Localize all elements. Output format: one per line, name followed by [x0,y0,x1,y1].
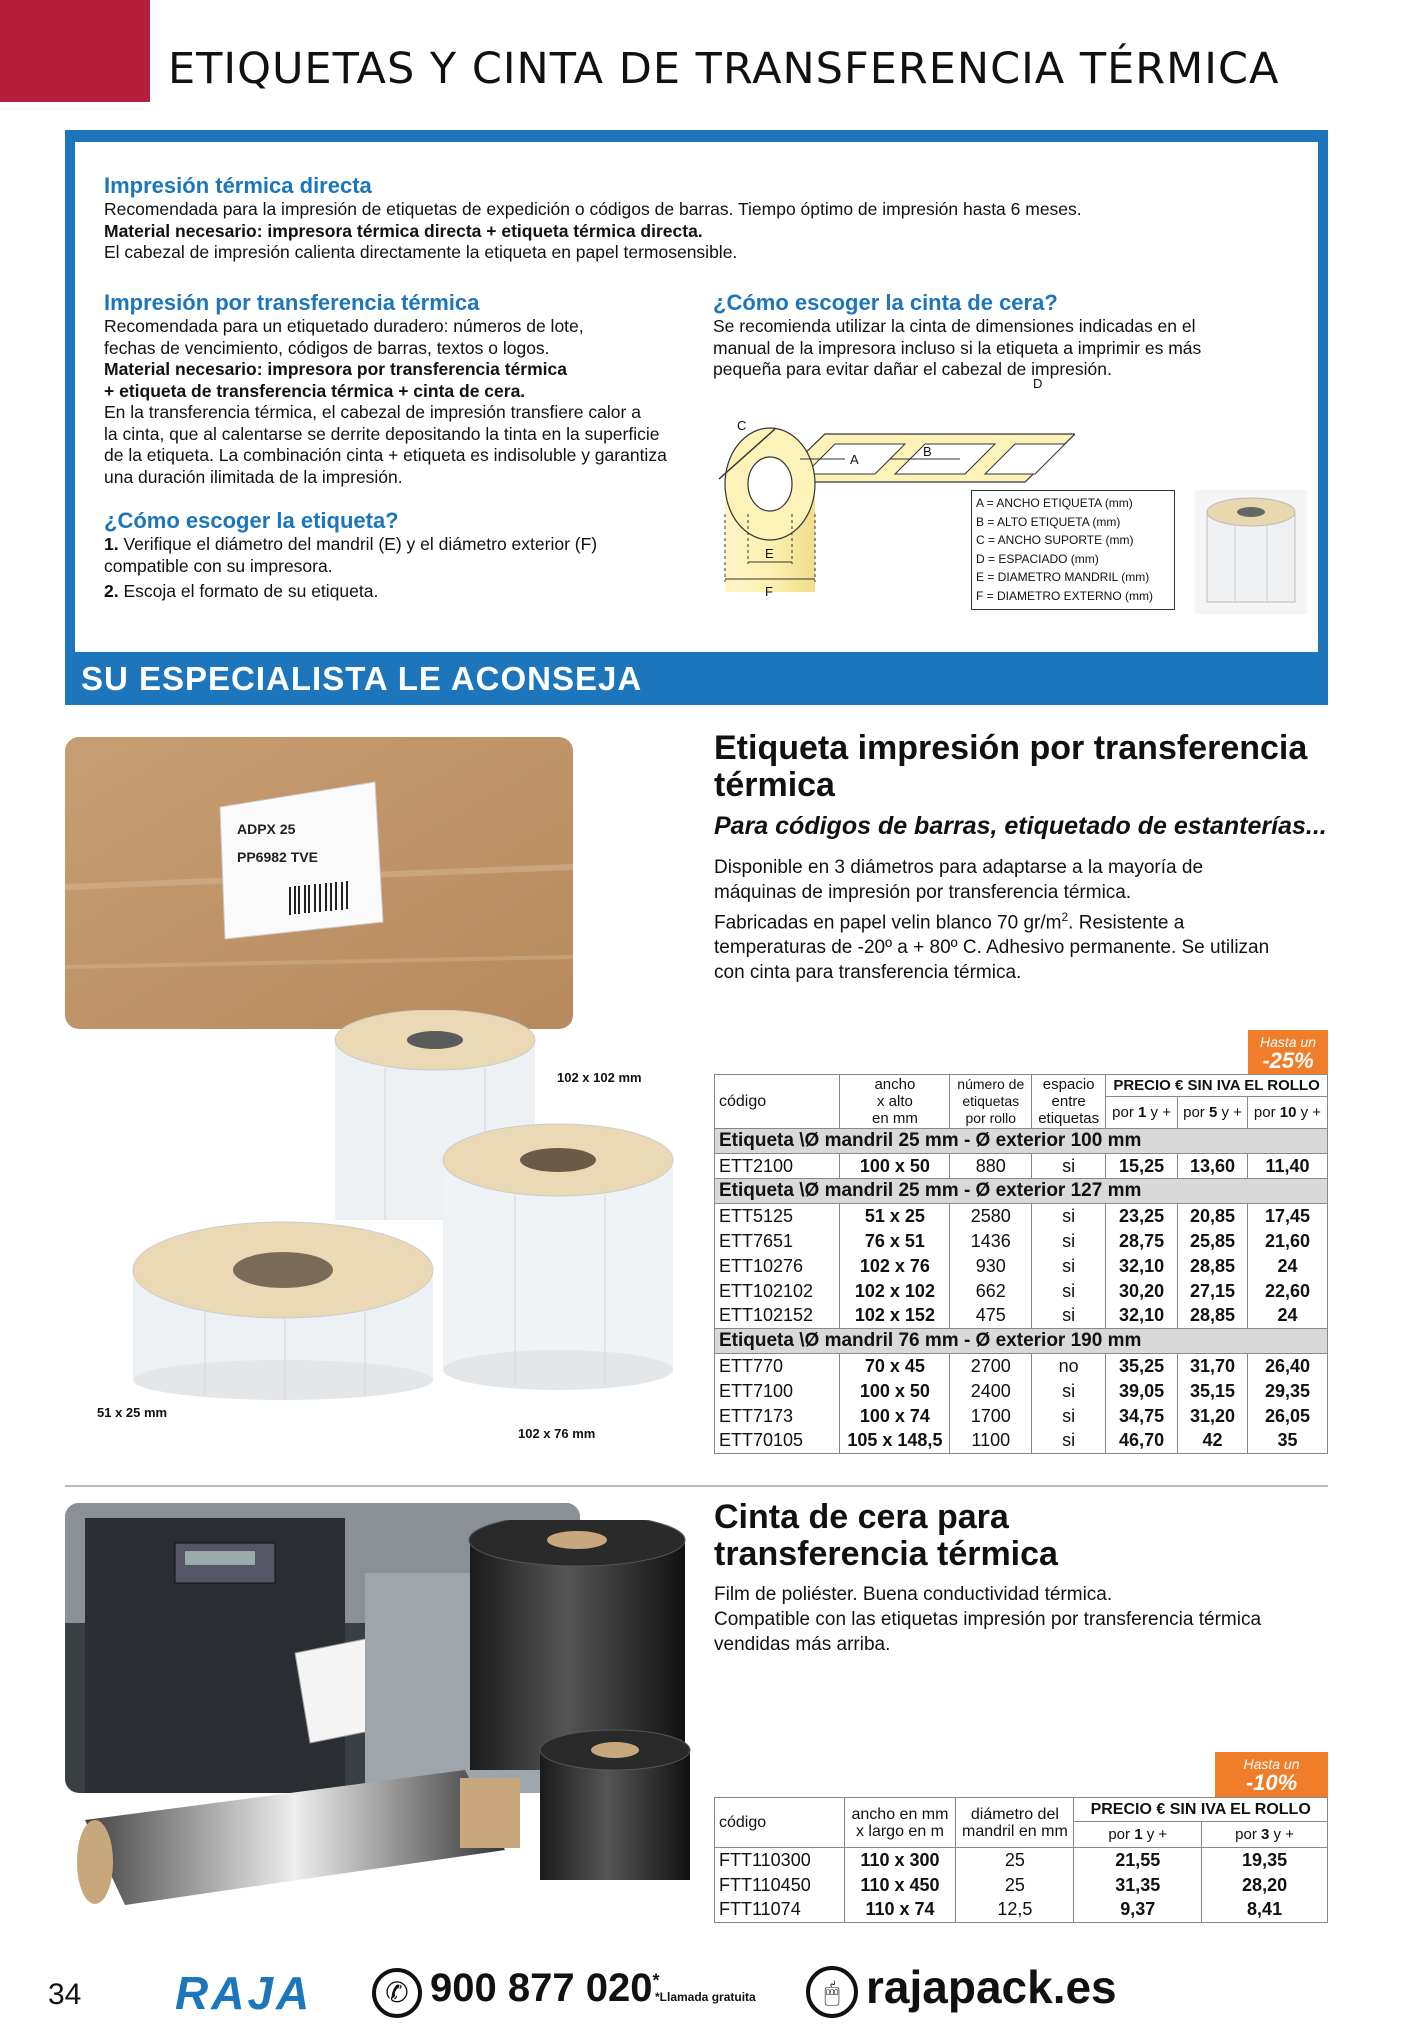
choose-ribbon-text-3: pequeña para evitar dañar el cabezal de impresión. [713,359,1112,379]
table-group-header: Etiqueta \Ø mandril 25 mm - Ø exterior 100 mm [715,1129,1328,1154]
thermal-transfer-text-7: de la etiqueta. La combinación cinta + etiqueta es indisoluble y garantiza [104,445,667,465]
product-1-subtitle: Para códigos de barras, etiquetado de estanterías... [714,812,1327,840]
choose-ribbon-heading: ¿Cómo escoger la cinta de cera? [713,290,1058,315]
phone-note: *Llamada gratuita [655,1990,756,2004]
product-2-description: Film de poliéster. Buena conductividad térmica. Compatible con las etiquetas impresión por transferencia térmica vendidas más arriba. [714,1584,1262,1655]
choose-label-step-1b: compatible con su impresora. [104,555,333,576]
table-row: FTT110300 110 x 300 25 21,55 19,35 [715,1848,1328,1873]
direct-thermal-section [104,173,1284,264]
diagram-letter-e: E [765,546,774,561]
direct-thermal-text-2: Material necesario: impresora térmica directa + etiqueta térmica directa. [104,220,703,241]
raja-logo: RAJA [175,1967,313,2019]
photo-label-text-1: ADPX 25 [237,821,296,837]
table-row: ETT770 70 x 45 2700 no 35,25 31,70 26,40 [715,1354,1328,1379]
table-row: ETT10276 102 x 76 930 si 32,10 28,85 24 [715,1254,1328,1279]
discount-badge-25: Hasta un -25% [1248,1030,1328,1074]
section-divider [65,1485,1328,1487]
photo-label-text-2: PP6982 TVE [237,849,318,865]
section-tab [0,0,150,102]
choose-label-heading: ¿Cómo escoger la etiqueta? [104,508,399,533]
caption-roll-102x76: 102 x 76 mm [518,1426,596,1441]
thermal-transfer-text-3: Material necesario: impresora por transferencia térmica [104,359,567,379]
table-row: FTT110450 110 x 450 25 31,35 28,20 [715,1873,1328,1898]
product-1-description: Disponible en 3 diámetros para adaptarse a la mayoría de máquinas de impresión por transferencia térmica. Fabricadas en papel velin blanco 70 $gr/m^2$. Resistente a temperaturas de -20º a + 80º C. Adhesivo permanente. Se utilizan con cinta para transferencia térmica. [714,857,1270,984]
choose-label-section [104,508,674,603]
thermal-transfer-text-5: En la transferencia térmica, el cabezal de impresión transfiere calor a [104,402,641,422]
website-link[interactable]: rajapack.es [866,1961,1117,2013]
diagram-letter-f: F [765,584,773,599]
page-footer [0,1950,1428,2040]
table-row: ETT7651 76 x 51 1436 si 28,75 25,85 21,60 [715,1229,1328,1254]
phone-icon: ✆ [372,1968,422,2018]
product-2-price-table: código ancho en mm x largo en m diámetro del mandril en mm PRECIO € SIN IVA EL ROLLO por 1 y + por 3 y + FTT110300 110 x 300 25 21,55 19,35 FTT110450 110 x 450 25 31,35 28,20 FTT11074 110 x 74 12,5 9,37 8,41 [714,1797,1328,1923]
diagram-letter-b: B [923,444,932,459]
diagram-letter-d: D [1033,376,1043,391]
mouse-icon: 🖱 [806,1966,858,2018]
legend-item: C = ANCHO SUPORTE (mm) [976,533,1134,547]
table-row: ETT2100 100 x 50 880 si 15,25 13,60 11,40 [715,1154,1328,1179]
direct-thermal-text-1: Recomendada para la impresión de etiquetas de expedición o códigos de barras. Tiempo óptimo de impresión hasta 6 meses. [104,199,1082,219]
thermal-transfer-text-8: una duración ilimitada de la impresión. [104,466,403,487]
choose-ribbon-section [713,290,1273,381]
advice-box-content [75,142,1318,652]
direct-thermal-text-3: El cabezal de impresión calienta directamente la etiqueta en papel termosensible. [104,242,738,262]
label-roll-photo [1195,490,1307,614]
discount-badge-10: Hasta un -10% [1215,1752,1328,1797]
legend-item: D = ESPACIADO (mm) [976,551,1099,566]
table-row: ETT102102 102 x 102 662 si 30,20 27,15 22,60 [715,1279,1328,1304]
advice-box [65,130,1328,705]
table-row: ETT102152 102 x 152 475 si 32,10 28,85 24 [715,1304,1328,1329]
diagram-letter-c: C [737,418,747,433]
diagram-letter-a: A [850,452,859,467]
caption-roll-51x25: 51 x 25 mm [97,1405,168,1420]
choose-ribbon-text-1: Se recomienda utilizar la cinta de dimensiones indicadas en el [713,316,1196,336]
table-row: FTT11074 110 x 74 12,5 9,37 8,41 [715,1898,1328,1923]
table-header-row: código ancho x alto en mm número de etiquetas por rollo espacio entre etiquetas PRECIO € SIN IVA EL ROLLO [715,1075,1328,1097]
page-title: ETIQUETAS Y CINTA DE TRANSFERENCIA TÉRMICA [168,44,1280,94]
thermal-transfer-text-2: fechas de vencimiento, códigos de barras, textos o logos. [104,337,550,358]
page-number: 34 [48,1978,82,2011]
product-1-price-table: código ancho x alto en mm número de etiquetas por rollo espacio entre etiquetas PRECIO € SIN IVA EL ROLLO por 1 y + por 5 y + por 10 y + Etiqueta \Ø mandril 25 mm - Ø exterior 100 mm ETT2100 100 x 50 880 si 15,25 13,60 11,40 Etiqueta \Ø mandril 25 mm - Ø exterior 127 mm ETT5125 51 x 25 2580 si 23,25 20,85 17,45 ETT7651 76 x 51 1436 si 28,75 25,85 21,60 ETT10276 102 x 76 930 si 32,10 28,85 24 ETT102102 102 x 102 662 si 30,20 27,15 22,60 ETT102152 102 x 152 475 si 32,10 28,85 24 Etiqueta \Ø mandril 76 mm - Ø exterior 190 mm ETT770 70 x 45 2700 no 35,25 31,70 26,40 ETT7100 100 x 50 2400 si 39,05 35,15 29,35 ETT7173 100 x 74 1700 si 34,75 31,20 26,05 ETT70105 105 x 148,5 1100 si 46,70 42 35 [714,1074,1328,1454]
advice-box-footer: SU ESPECIALISTA LE ACONSEJA [81,660,643,697]
table-row: ETT70105 105 x 148,5 1100 si 46,70 42 35 [715,1429,1328,1454]
table-group-header: Etiqueta \Ø mandril 76 mm - Ø exterior 190 mm [715,1329,1328,1354]
table-row: ETT5125 51 x 25 2580 si 23,25 20,85 17,45 [715,1204,1328,1229]
phone-number[interactable]: 900 877 020* [430,1966,660,2010]
box-with-label-photo [65,737,573,1029]
thermal-transfer-text-4: + etiqueta de transferencia térmica + cinta de cera. [104,380,526,401]
choose-ribbon-text-2: manual de la impresora incluso si la etiqueta a imprimir es más [713,337,1202,358]
table-row: ETT7173 100 x 74 1700 si 34,75 31,20 26,05 [715,1404,1328,1429]
thermal-transfer-section [104,290,674,488]
caption-roll-102x102: 102 x 102 mm [557,1070,642,1085]
legend-item: A = ANCHO ETIQUETA (mm) [976,496,1133,510]
wax-ribbon-rolls-photo [65,1520,695,1940]
table-row: ETT7100 100 x 50 2400 si 39,05 35,15 29,35 [715,1379,1328,1404]
legend-item: E = DIAMETRO MANDRIL (mm) [976,570,1150,584]
table-group-header: Etiqueta \Ø mandril 25 mm - Ø exterior 127 mm [715,1179,1328,1204]
legend-item: F = DIAMETRO EXTERNO (mm) [976,588,1153,603]
thermal-transfer-text-6: la cinta, que al calentarse se derrite depositando la tinta en la superficie [104,423,660,444]
product-1-title: Etiqueta impresión por transferencia térmica [714,729,1308,804]
choose-label-step-2: 2. Escoja el formato de su etiqueta. [104,581,379,601]
product-2-title: Cinta de cera para transferencia térmica [714,1498,1058,1573]
legend-item: B = ALTO ETIQUETA (mm) [976,514,1121,529]
thermal-transfer-text-1: Recomendada para un etiquetado duradero: números de lote, [104,316,584,336]
table-header-row: código ancho en mm x largo en m diámetro del mandril en mm PRECIO € SIN IVA EL ROLLO [715,1798,1328,1822]
diagram-legend [971,490,1175,610]
thermal-transfer-heading: Impresión por transferencia térmica [104,290,480,315]
choose-label-step-1: 1. Verifique el diámetro del mandril (E) y el diámetro exterior (F) [104,534,598,554]
direct-thermal-heading: Impresión térmica directa [104,173,372,198]
